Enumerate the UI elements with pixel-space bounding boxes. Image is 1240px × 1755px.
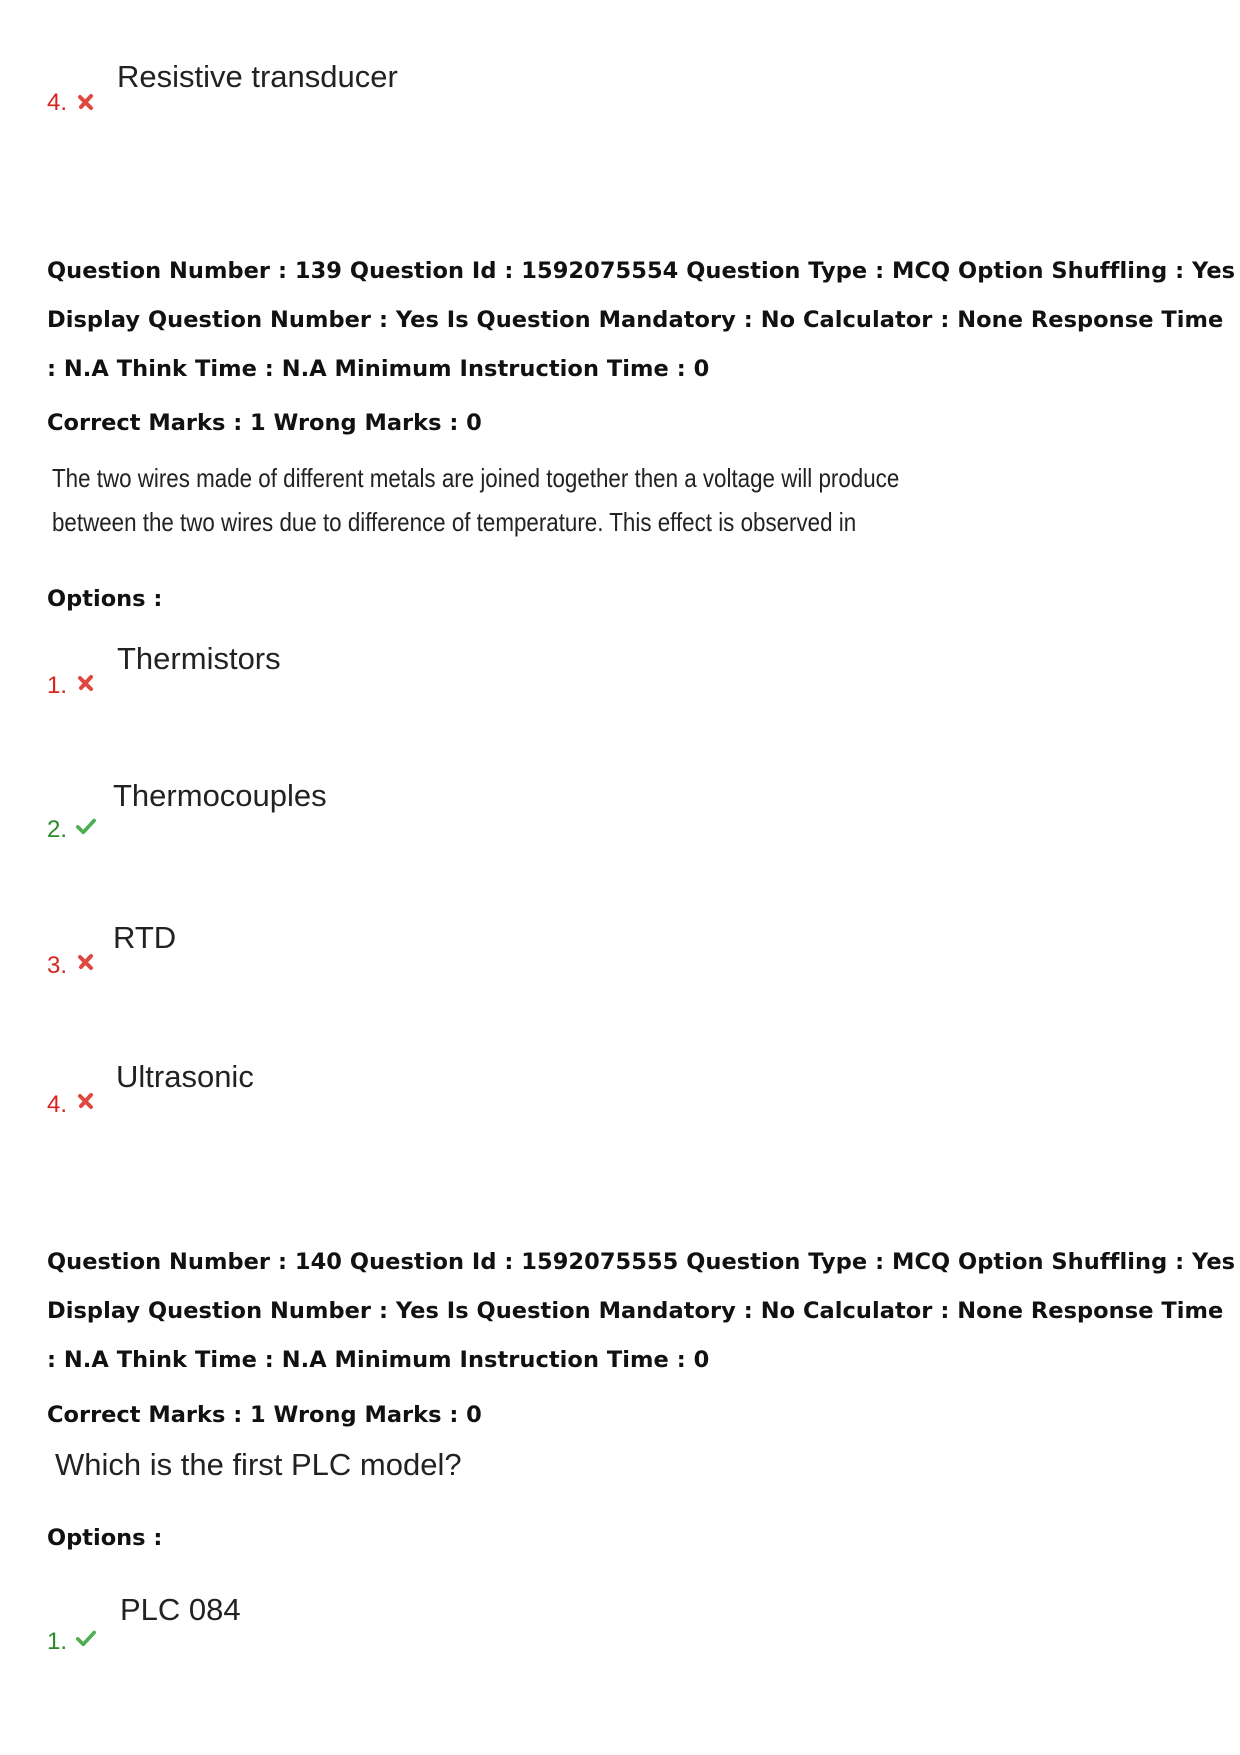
option-text: Resistive transducer: [117, 59, 398, 94]
cross-icon: [76, 951, 96, 972]
option-number: 4.: [47, 1091, 68, 1118]
question-text: [55, 1447, 462, 1483]
option-text: Ultrasonic: [116, 1059, 254, 1094]
meta-line: : N.A Think Time : N.A Minimum Instruction Time : 0: [47, 1347, 710, 1373]
option-text: RTD: [113, 920, 177, 955]
options-label: Options :: [47, 586, 163, 612]
question-line: Which is the first PLC model?: [55, 1447, 462, 1482]
check-icon: [76, 815, 96, 836]
question-meta: [47, 1238, 1236, 1385]
question-text: [52, 456, 1037, 544]
meta-line: Question Number : 139 Question Id : 1592075554 Question Type : MCQ Option Shuffling : Yes: [47, 258, 1236, 284]
option-number: 4.: [47, 89, 68, 116]
option-number: 1.: [47, 672, 68, 699]
option-text: PLC 084: [120, 1592, 241, 1627]
cross-icon: [76, 1090, 96, 1111]
cross-icon: [76, 91, 96, 112]
option-number: 3.: [47, 952, 68, 979]
options-label: Options :: [47, 1525, 163, 1551]
meta-line: Display Question Number : Yes Is Question Mandatory : No Calculator : None Response Time: [47, 307, 1224, 333]
option-number: 1.: [47, 1628, 68, 1655]
meta-line: : N.A Think Time : N.A Minimum Instruction Time : 0: [47, 356, 710, 382]
meta-line: Display Question Number : Yes Is Question Mandatory : No Calculator : None Response Time: [47, 1298, 1224, 1324]
question-meta: [47, 247, 1236, 394]
option-text: Thermocouples: [113, 778, 327, 813]
check-icon: [76, 1627, 96, 1648]
option-number: 2.: [47, 816, 68, 843]
marks-info: Correct Marks : 1 Wrong Marks : 0: [47, 410, 482, 436]
meta-line: Question Number : 140 Question Id : 1592075555 Question Type : MCQ Option Shuffling : Yes: [47, 1249, 1236, 1275]
question-line: The two wires made of different metals are joined together then a voltage will produce: [52, 463, 900, 493]
question-line: between the two wires due to difference of temperature. This effect is observed in: [52, 507, 857, 537]
option-text: Thermistors: [117, 641, 281, 676]
marks-info: Correct Marks : 1 Wrong Marks : 0: [47, 1402, 482, 1428]
cross-icon: [76, 672, 96, 693]
